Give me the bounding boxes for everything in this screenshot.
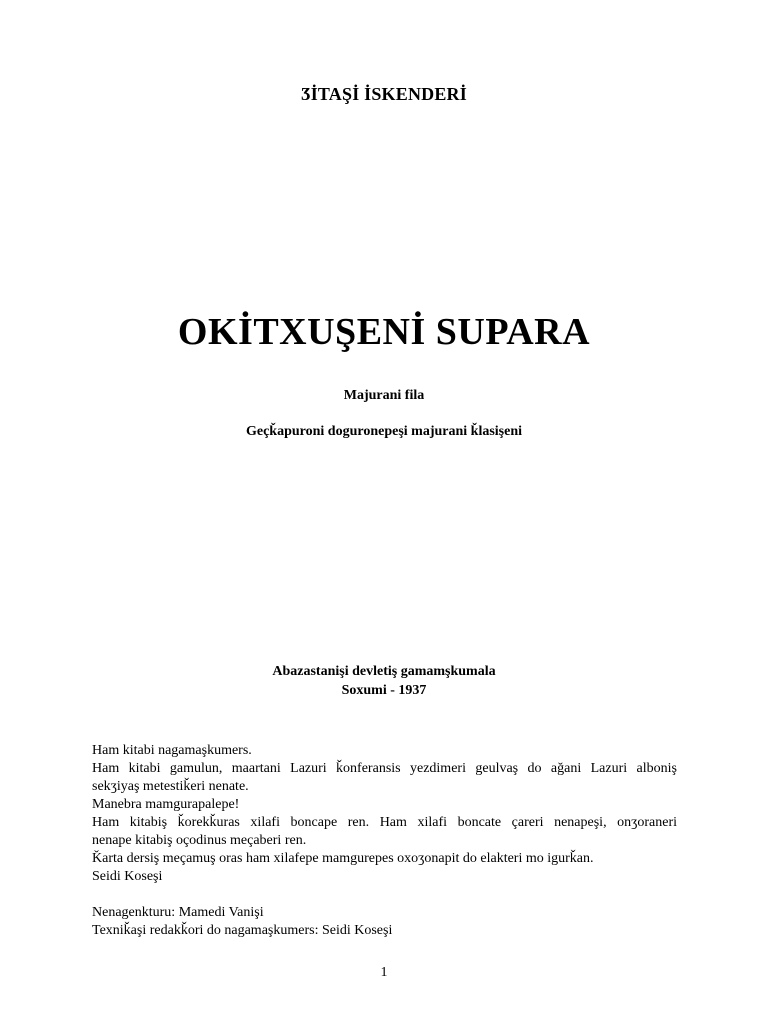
preface-line: Ham kitabiş ǩorekǩuras xilafi boncape ren. Ham xilafi boncate çareri nenapeşi, onӡoraneri	[92, 815, 677, 830]
publisher-name: Abazastanişi devletiş gamamşkumala	[272, 664, 496, 679]
book-series: Geçǩapuroni doguronepeşi majurani ǩlasişeni	[245, 424, 523, 439]
preface-line: Ham kitabi nagamaşkumers.	[92, 743, 252, 758]
preface-signature: Seidi Koseşi	[92, 869, 163, 884]
credit-line-editor: Nenagenkturu: Mamedi Vanişi	[92, 905, 264, 920]
book-title: OKİTXUŞENİ SUPARA	[177, 311, 591, 353]
credits	[92, 904, 677, 940]
preface-text	[92, 742, 677, 886]
publication-place-year: Soxumi - 1937	[341, 683, 427, 698]
preface-line: Ǩarta dersiş meçamuş oras ham xilafepe mamgurepes oxoӡonapit do elakteri mo igurǩan.	[92, 851, 594, 866]
preface-line: Ham kitabi gamulun, maartani Lazuri ǩonferansis yezdimeri geulvaş do ağani Lazuri alboniş	[92, 761, 677, 776]
preface-line: nenape kitabiş oçodinus meçaberi ren.	[92, 833, 307, 848]
preface-line: Manebra mamgurapalepe!	[92, 797, 240, 812]
preface-line: sekӡiyaş metestiǩeri nenate.	[92, 779, 249, 794]
author-name: ӠİTAŞİ İSKENDERİ	[301, 84, 467, 104]
book-genre: Majurani fila	[343, 388, 425, 403]
credit-line-technical-editor: Texniǩaşi redakǩori do nagamaşkumers: Seidi Koseşi	[92, 923, 393, 938]
page-number: 1	[380, 965, 388, 980]
